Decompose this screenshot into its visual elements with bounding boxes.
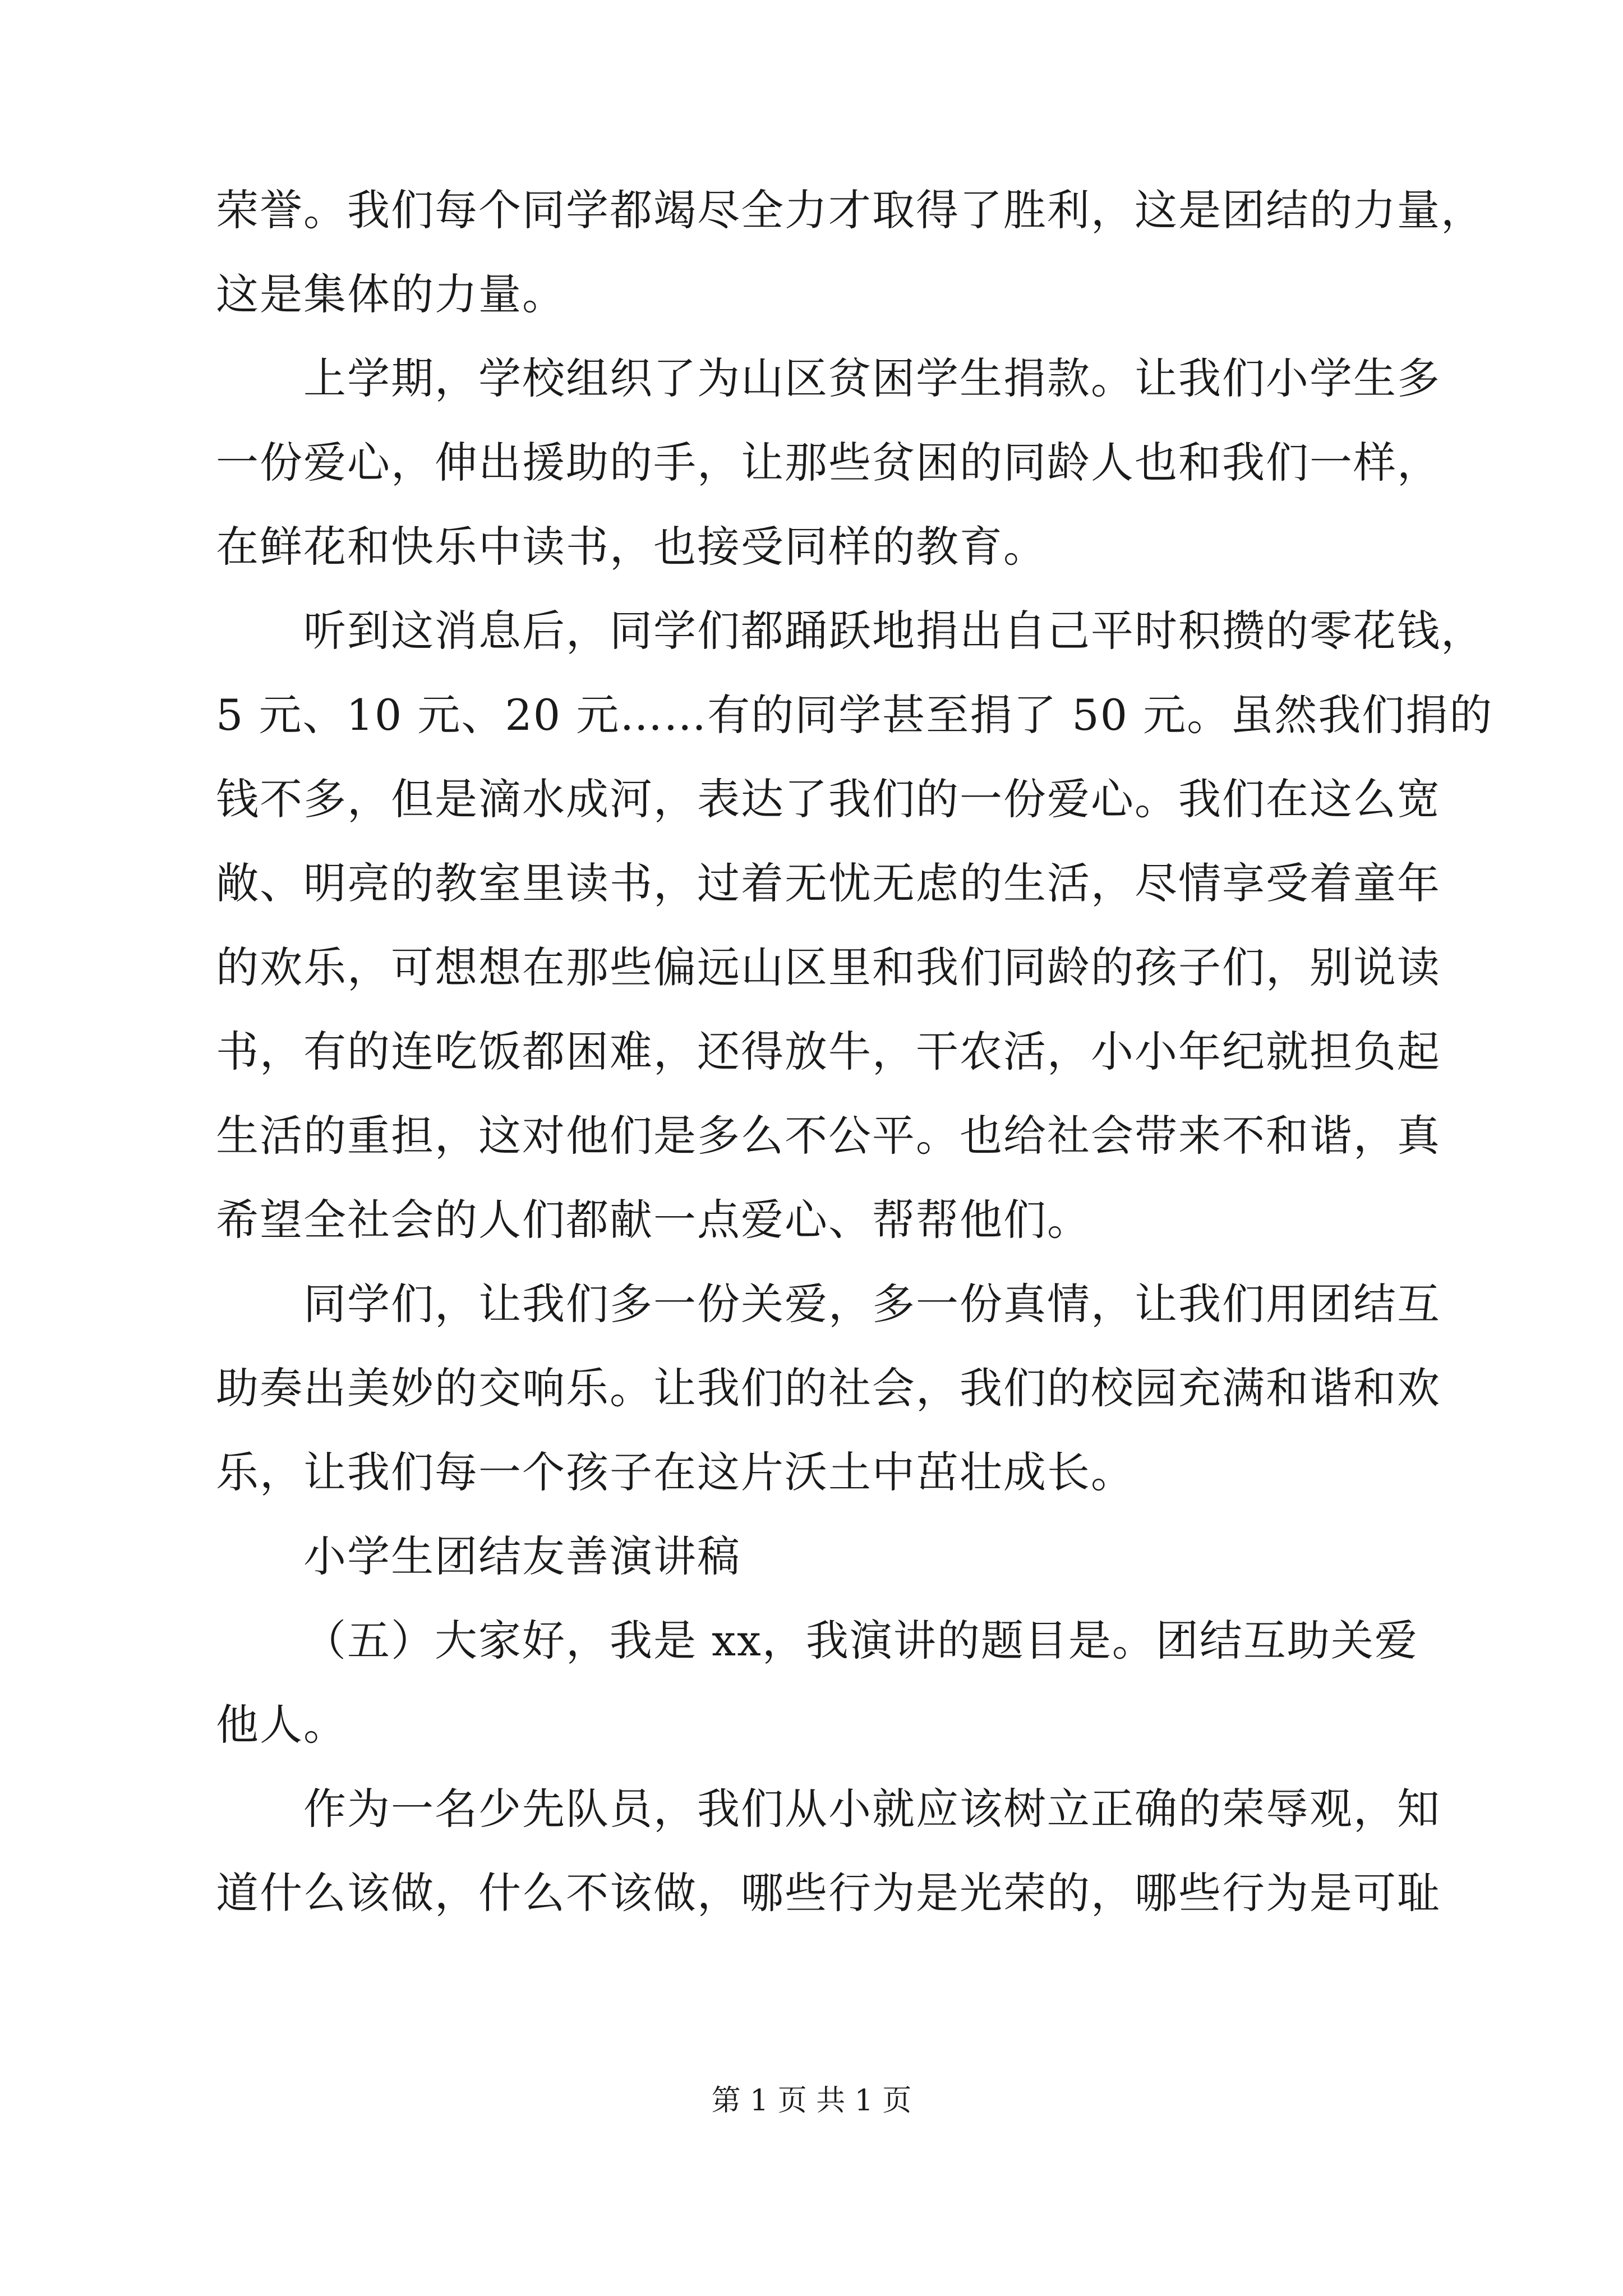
page-footer: 第 1 页 共 1 页: [711, 2084, 912, 2118]
paragraph-start-line: （五）大家好，我是 xx，我演讲的题目是。团结互助关爱: [303, 1616, 1418, 1665]
text-line: 书，有的连吃饭都困难，还得放牛，干农活，小小年纪就担负起: [216, 1027, 1441, 1076]
text-line: 在鲜花和快乐中读书，也接受同样的教育。: [216, 522, 1047, 572]
text-line: 敞、明亮的教室里读书，过着无忧无虑的生活，尽情享受着童年: [216, 858, 1441, 908]
text-line: 钱不多，但是滴水成河，表达了我们的一份爱心。我们在这么宽: [216, 774, 1441, 824]
text-line: 他人。: [216, 1700, 347, 1750]
text-line: 道什么该做，什么不该做，哪些行为是光荣的，哪些行为是可耻: [216, 1868, 1441, 1918]
text-line: 这是集体的力量。: [216, 269, 566, 319]
text-line: 一份爱心，伸出援助的手，让那些贫困的同龄人也和我们一样，: [216, 438, 1441, 487]
text-line: 生活的重担，这对他们是多么不公平。也给社会带来不和谐，真: [216, 1111, 1441, 1161]
text-line: 荣誉。我们每个同学都竭尽全力才取得了胜利，这是团结的力量，: [216, 185, 1484, 235]
text-line: 乐，让我们每一个孩子在这片沃土中茁壮成长。: [216, 1447, 1135, 1497]
paragraph-start-line: 同学们，让我们多一份关爱，多一份真情，让我们用团结互: [303, 1279, 1441, 1329]
text-line: 助奏出美妙的交响乐。让我们的社会，我们的校园充满和谐和欢: [216, 1363, 1441, 1413]
paragraph-start-line: 作为一名少先队员，我们从小就应该树立正确的荣辱观，知: [303, 1784, 1441, 1834]
text-line: 的欢乐，可想想在那些偏远山区里和我们同龄的孩子们，别说读: [216, 942, 1441, 992]
section-heading: 小学生团结友善演讲稿: [303, 1531, 741, 1581]
document-body: [216, 168, 1493, 1935]
text-line: 5 元、10 元、20 元……有的同学甚至捐了 50 元。虽然我们捐的: [216, 690, 1493, 740]
text-line: 希望全社会的人们都献一点爱心、帮帮他们。: [216, 1195, 1091, 1245]
paragraph-start-line: 听到这消息后，同学们都踊跃地捐出自己平时积攒的零花钱，: [303, 606, 1484, 656]
paragraph-start-line: 上学期，学校组织了为山区贫困学生捐款。让我们小学生多: [303, 353, 1441, 403]
